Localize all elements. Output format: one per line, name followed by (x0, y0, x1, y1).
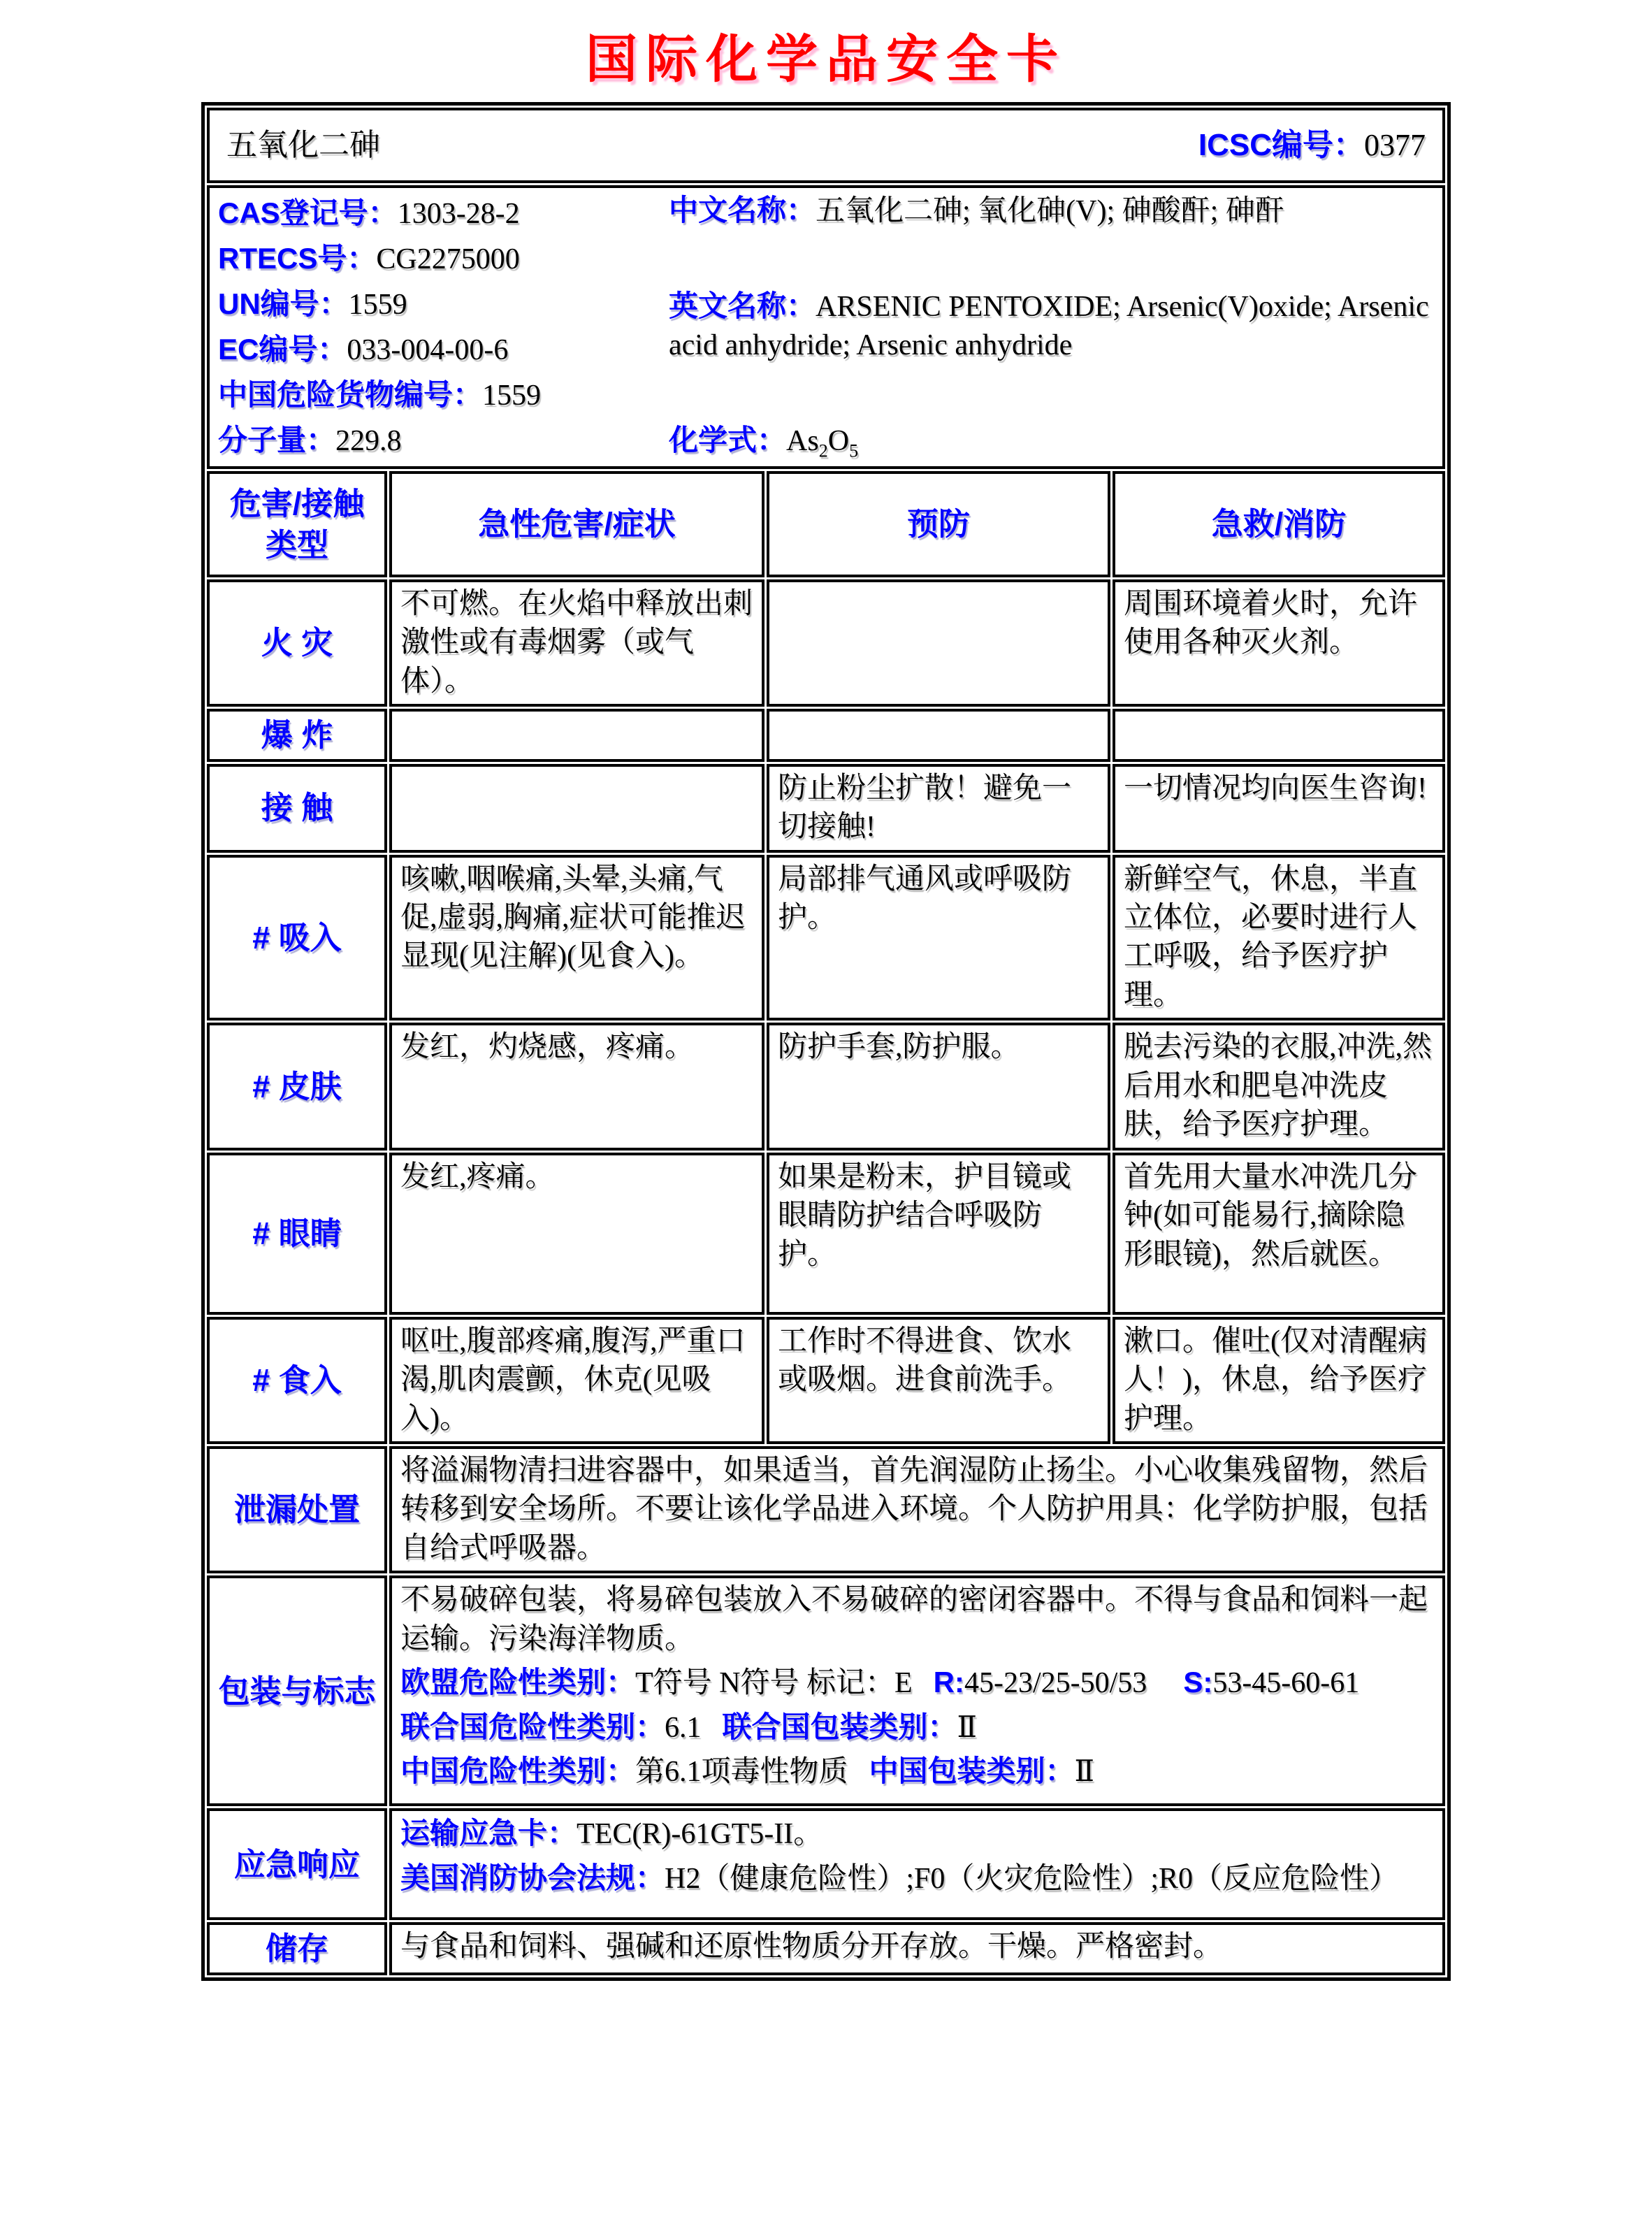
emergency-response-label: 应急响应 (207, 1808, 387, 1920)
eyes-first-aid-cell: 首先用大量水冲洗几分钟(如可能易行,摘除隐形眼镜)，然后就医。 (1113, 1153, 1445, 1315)
page-title: 国际化学品安全卡 (586, 30, 1066, 88)
cas-number-line: CAS登记号：1303-28-2 (218, 196, 520, 230)
exposure-first-aid-cell: 一切情况均向医生咨询! (1113, 764, 1445, 853)
hazard-row-ingestion (207, 1317, 1445, 1444)
eyes-label: # 眼睛 (207, 1153, 387, 1315)
rtecs-number-line: RTECS号：CG2275000 (218, 242, 520, 275)
inhalation-prevention-cell: 局部排气通风或呼吸防护。 (767, 855, 1110, 1021)
spill-disposal-row (207, 1446, 1445, 1573)
header-symptoms: 急性危害/症状 (389, 471, 765, 577)
ec-number-line: EC编号：033-004-00-6 (218, 333, 509, 366)
icsc-number-group (1198, 125, 1426, 166)
skin-prevention-cell: 防护手套,防护服。 (767, 1023, 1110, 1150)
packaging-row (207, 1575, 1445, 1806)
fire-prevention-cell (767, 579, 1110, 707)
china-hazard-class-line: 中国危险性类别：第6.1项毒性物质 中国包装类别：Ⅱ (400, 1754, 1095, 1789)
icsc-card-page (0, 18, 1652, 1981)
header-prevention: 预防 (767, 471, 1110, 577)
substance-name: 五氧化二砷 (226, 127, 380, 162)
skin-label: # 皮肤 (207, 1023, 387, 1150)
fire-first-aid-cell: 周围环境着火时，允许使用各种灭火剂。 (1113, 579, 1445, 707)
hazard-row-exposure (207, 764, 1445, 853)
hazard-row-explosion (207, 709, 1445, 761)
storage-content: 与食品和饲料、强碱和还原性物质分开存放。干燥。严格密封。 (389, 1922, 1445, 1975)
explosion-label: 爆 炸 (207, 709, 387, 761)
exposure-label: 接 触 (207, 764, 387, 853)
eyes-prevention-cell: 如果是粉末，护目镜或眼睛防护结合呼吸防护。 (767, 1153, 1110, 1315)
un-hazard-class-line: 联合国危险性类别：6.1 联合国包装类别：Ⅱ (400, 1710, 978, 1744)
identification-cell (207, 185, 1445, 469)
hazard-row-eyes (207, 1153, 1445, 1315)
emergency-response-row (207, 1808, 1445, 1920)
packaging-content (389, 1575, 1445, 1806)
nfpa-code-line: 美国消防协会法规：H2（健康危险性）;F0（火灾危险性）;R0（反应危险性） (400, 1861, 1399, 1895)
china-dg-number-line: 中国危险货物编号：1559 (218, 378, 542, 412)
icsc-number-value: 0377 (1364, 127, 1426, 162)
eu-hazard-class-line: 欧盟危险性类别：T符号 N符号 标记：E R:45-23/25-50/53 S:53-45-60-61 (400, 1666, 1360, 1700)
un-number-line: UN编号：1559 (218, 287, 407, 321)
explosion-first-aid-cell (1113, 709, 1445, 761)
header-hazard-type: 危害/接触类型 (207, 471, 387, 577)
exposure-prevention-cell: 防止粉尘扩散！避免一切接触! (767, 764, 1110, 853)
names-block (669, 191, 1434, 463)
spill-disposal-label: 泄漏处置 (207, 1446, 387, 1573)
molecular-weight-line: 分子量：229.8 (218, 424, 402, 457)
fire-symptoms-cell: 不可燃。在火焰中释放出刺激性或有毒烟雾（或气体）。 (389, 579, 765, 707)
transport-emergency-card-line: 运输应急卡：TEC(R)-61GT5-II。 (400, 1817, 823, 1851)
inhalation-symptoms-cell: 咳嗽,咽喉痛,头晕,头痛,气促,虚弱,胸痛,症状可能推迟显现(见注解)(见食入)。 (389, 855, 765, 1021)
skin-first-aid-cell: 脱去污染的衣服,冲洗,然后用水和肥皂冲洗皮肤，给予医疗护理。 (1113, 1023, 1445, 1150)
hazard-row-skin (207, 1023, 1445, 1150)
header-first-aid: 急救/消防 (1113, 471, 1445, 577)
identification-row (207, 185, 1445, 469)
ingestion-first-aid-cell: 漱口。催吐(仅对清醒病人！)，休息，给予医疗护理。 (1113, 1317, 1445, 1444)
explosion-prevention-cell (767, 709, 1110, 761)
ingestion-symptoms-cell: 呕吐,腹部疼痛,腹泻,严重口渴,肌肉震颤，休克(见吸入)。 (389, 1317, 765, 1444)
ingestion-label: # 食入 (207, 1317, 387, 1444)
english-name-line: 英文名称：ARSENIC PENTOXIDE; Arsenic(V)oxide; Arsenic acid anhydride; Arsenic anhydride (669, 289, 1429, 362)
identifier-list (218, 191, 669, 463)
ingestion-prevention-cell: 工作时不得进食、饮水或吸烟。进食前洗手。 (767, 1317, 1110, 1444)
storage-row (207, 1922, 1445, 1975)
substance-header-row (207, 108, 1445, 183)
substance-header-cell (207, 108, 1445, 183)
icsc-number-label: ICSC编号： (1198, 127, 1364, 162)
skin-symptoms-cell: 发红，灼烧感，疼痛。 (389, 1023, 765, 1150)
packaging-note: 不易破碎包装，将易碎包装放入不易破碎的密闭容器中。不得与食品和饲料一起运输。污染海洋物质。 (400, 1584, 1428, 1655)
icsc-card-table (201, 102, 1451, 1981)
hazard-row-fire (207, 579, 1445, 707)
exposure-symptoms-cell (389, 764, 765, 853)
explosion-symptoms-cell (389, 709, 765, 761)
eyes-symptoms-cell: 发红,疼痛。 (389, 1153, 765, 1315)
fire-label: 火 灾 (207, 579, 387, 707)
storage-label: 储存 (207, 1922, 387, 1975)
inhalation-label: # 吸入 (207, 855, 387, 1021)
hazard-row-inhalation (207, 855, 1445, 1021)
hazard-header-row (207, 471, 1445, 577)
inhalation-first-aid-cell: 新鲜空气，休息，半直立体位，必要时进行人工呼吸，给予医疗护理。 (1113, 855, 1445, 1021)
spill-disposal-content: 将溢漏物清扫进容器中，如果适当，首先润湿防止扬尘。小心收集残留物，然后转移到安全场所。不要让该化学品进入环境。个人防护用具：化学防护服，包括自给式呼吸器。 (389, 1446, 1445, 1573)
packaging-label: 包装与标志 (207, 1575, 387, 1806)
emergency-response-content (389, 1808, 1445, 1920)
chemical-formula-line: 化学式：$As_2O_5$ (669, 424, 859, 461)
chinese-name-line: 中文名称：五氧化二砷; 氧化砷(V); 砷酸酐; 砷酐 (669, 194, 1284, 227)
